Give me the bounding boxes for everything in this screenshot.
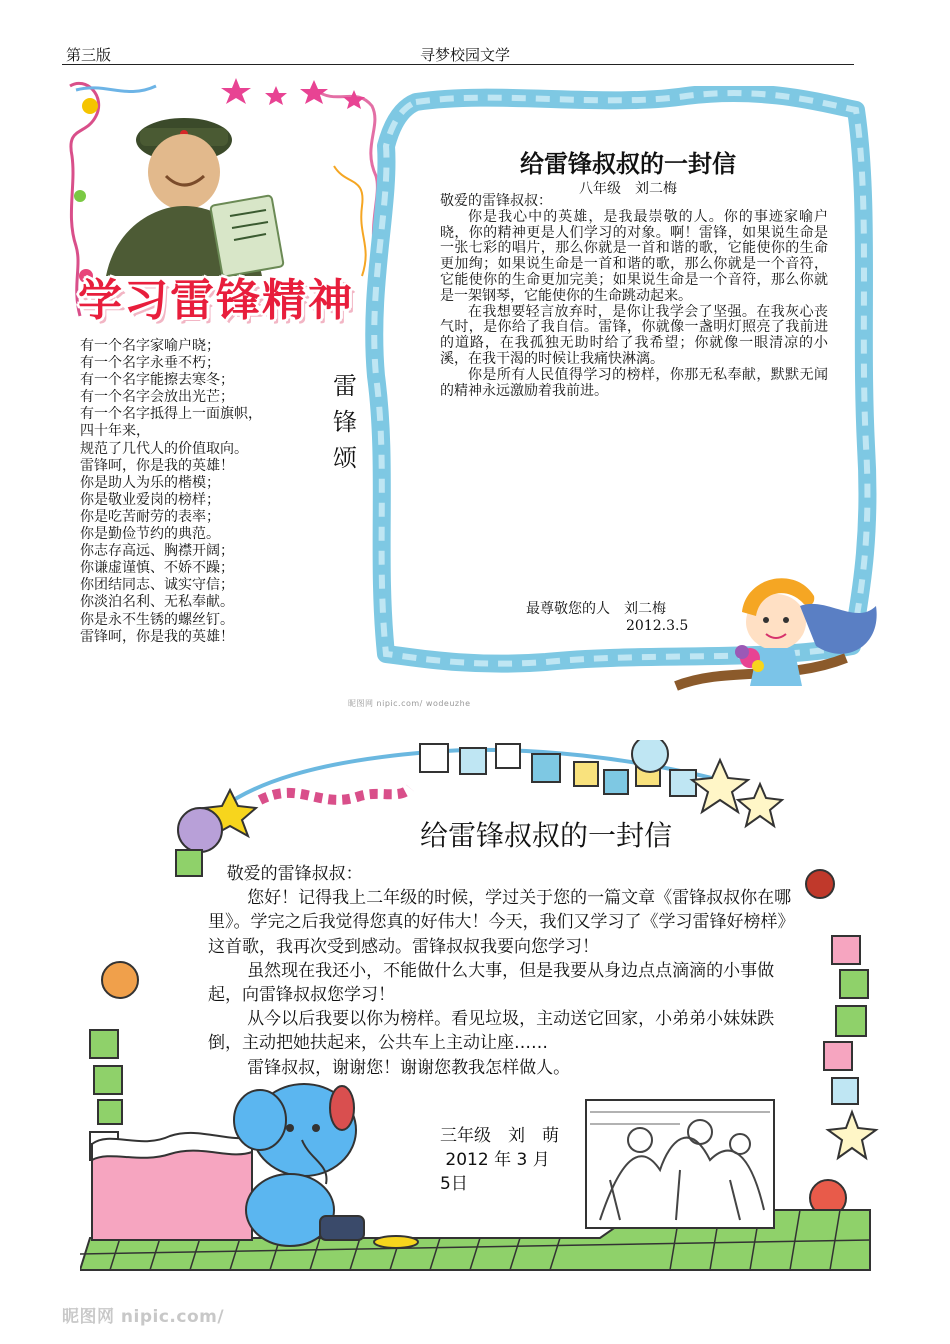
letter2-signature-line: 三年级 刘 萌 <box>440 1126 559 1146</box>
letter2-paragraph: 雷锋叔叔，谢谢您！谢谢您教我怎样做人。 <box>247 1057 571 1078</box>
poem-line: 有一个名字会放出光芒； <box>80 389 234 406</box>
image-watermark: 昵图网 nipic.com/ <box>62 1307 225 1327</box>
poem-line: 雷锋呵，你是我的英雄！ <box>80 457 234 474</box>
page-section-label: 第三版 <box>66 46 112 64</box>
letter2-paragraph: 从今以后我要以你为榜样。看见垃圾，主动送它回家，小弟弟小妹妹跌倒，主动把她扶起来，公共车上主动让座…… <box>208 1009 775 1054</box>
poem-title-char: 锋 <box>333 408 357 436</box>
pink-cake-block <box>92 1133 252 1240</box>
poem-line: 你是敬业爱岗的榜样； <box>80 491 220 508</box>
poem-line: 你是勤俭节约的典范。 <box>80 526 220 543</box>
letter2-signature-line: 5日 <box>440 1174 468 1194</box>
star-decorations <box>221 78 365 109</box>
letter1-date: 2012.3.5 <box>626 618 689 634</box>
letter2-paragraph: 虽然现在我还小，不能做什么大事，但是我要从身边点点滴滴的小事做起，向雷锋叔叔您学习！ <box>208 960 775 1006</box>
letter1-title: 给雷锋叔叔的一封信 <box>520 150 736 178</box>
poem-line: 雷锋呵，你是我的英雄！ <box>80 628 234 645</box>
image-watermark: 昵图网 nipic.com/ wodeuzhe <box>348 699 471 708</box>
banner-title: 学习雷锋精神 <box>78 275 354 326</box>
soldier-portrait <box>106 118 284 277</box>
letter1-byline: 八年级 刘二梅 <box>579 181 677 197</box>
sketch-scene-illustration <box>586 1100 774 1228</box>
poem-line: 你是永不生锈的螺丝钉。 <box>80 611 234 628</box>
poem-line: 你团结同志、诚实守信； <box>80 577 234 594</box>
letter2-title: 给雷锋叔叔的一封信 <box>420 819 673 852</box>
letter1-greeting: 敬爱的雷锋叔叔： <box>440 193 552 209</box>
letter2-signature <box>440 1124 559 1196</box>
letter1-body <box>440 194 828 399</box>
letter1-closing: 最尊敬您的人 刘二梅 <box>526 601 666 617</box>
poem-line: 有一个名字抵得上一面旗帜， <box>80 406 262 423</box>
blue-elephant-illustration <box>234 1084 418 1248</box>
letter2-body <box>208 862 792 1080</box>
poem-line: 有一个名字永垂不朽； <box>80 355 220 372</box>
letter1-paragraph: 你是我心中的英雄，是我最崇敬的人。你的事迹家喻户晓，你的精神更是人们学习的对象。啊！雷锋，如果说生命是一张七彩的唱片，那么你就是一首和谐的歌，它能使你的生命更加绚；如果说生命是一首和谐的歌，那么你就是一个音符，它能使你的生命更加完美；如果说生命是一个音符，那么你就是一架钢琴，它能使你的生命跳动起来。 <box>440 208 828 304</box>
right-block-column <box>824 936 868 1104</box>
newspaper-name: 寻梦校园文学 <box>420 46 511 64</box>
letter2-greeting: 敬爱的雷锋叔叔： <box>226 864 363 884</box>
letter2-signature-line: 2012 年 3 月 <box>440 1150 550 1170</box>
poem-line: 你志存高远、胸襟开阔； <box>80 543 234 560</box>
letter2-paragraph: 您好！记得我上二年级的时候，学过关于您的一篇文章《雷锋叔叔你在哪里》。学完之后我觉得您真的好伟大！今天，我们又学习了《学习雷锋好榜样》这首歌，我再次受到感动。雷锋叔叔我要向您学习！ <box>208 888 792 957</box>
poem-line: 有一个名字家喻户晓； <box>80 338 220 354</box>
poem-line: 有一个名字能擦去寒冬； <box>80 372 234 389</box>
left-block-column <box>90 850 202 1160</box>
letter1-paragraph: 在我想要轻言放弃时，是你让我学会了坚强。在我灰心丧气时，是你给了我自信。雷锋，你就像一盏明灯照亮了我前进的道路，在我孤独无助时给了我希望；你就像一眼清凉的小溪，在我干渴的时候让我痛快淋漓。 <box>440 303 828 367</box>
letter1-paragraph: 你是所有人民值得学习的榜样，你那无私奉献，默默无闻的精神永远激励着我前进。 <box>440 366 828 399</box>
poem-line: 你是吃苦耐劳的表率； <box>80 508 220 525</box>
poem-title-char: 雷 <box>333 372 357 400</box>
poem-title-char: 颂 <box>333 444 357 472</box>
poem-line: 四十年来， <box>80 423 150 440</box>
header-rule <box>62 64 854 65</box>
poem-line: 你谦虚谨慎、不娇不躁； <box>80 560 234 577</box>
poem-line: 你淡泊名利、无私奉献。 <box>80 594 234 611</box>
poem-line: 你是助人为乐的楷模； <box>80 474 220 491</box>
poem-body <box>80 338 300 646</box>
poem-line: 规范了几代人的价值取向。 <box>80 440 248 457</box>
